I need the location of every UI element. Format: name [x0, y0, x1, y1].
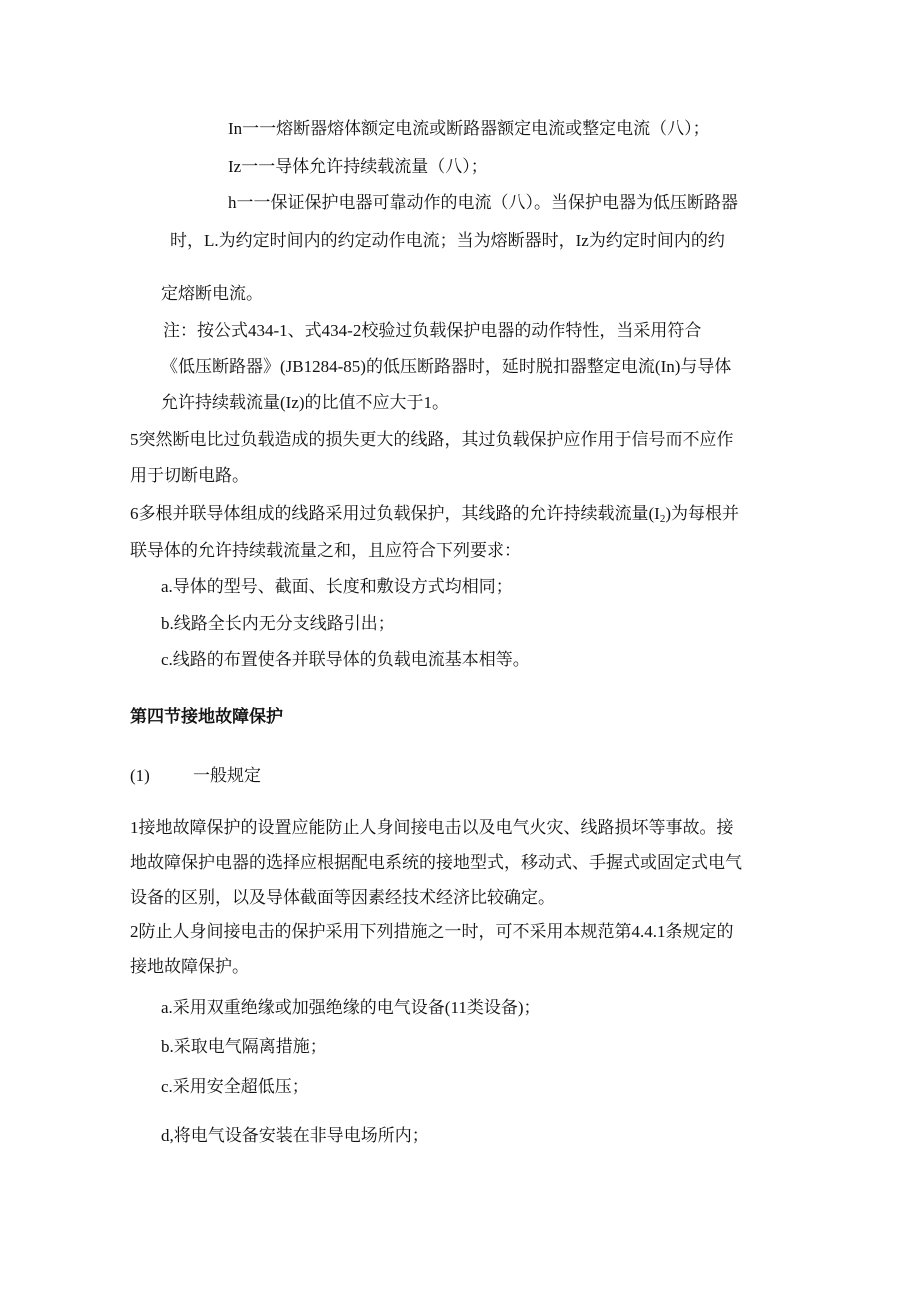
note-line-2: 《低压断路器》(JB1284-85)的低压断路器时，延时脱扣器整定电流(In)与导体 — [161, 357, 732, 376]
requirement-c: c.线路的布置使各并联导体的负载电流基本相等。 — [161, 650, 530, 669]
measure-a: a.采用双重绝缘或加强绝缘的电气设备(11类设备)； — [161, 998, 541, 1017]
clause-2-line-2: 接地故障保护。 — [130, 957, 249, 976]
clause-6-line-1: 6多根并联导体组成的线路采用过负载保护，其线路的允许持续载流量$(I_2)$为每根并 — [130, 504, 739, 525]
clause-5-line-2: 用于切断电路。 — [130, 466, 249, 485]
definition-h-cont: 时，L.为约定时间内的约定动作电流；当为熔断器时，Iz为约定时间内的约 — [170, 231, 725, 250]
requirement-b: b.线路全长内无分支线路引出； — [161, 614, 395, 633]
measure-b: b.采取电气隔离措施； — [161, 1037, 327, 1056]
definition-iz: Iz一一导体允许持续载流量（八）； — [228, 157, 488, 176]
note-line-3: 允许持续载流量(Iz)的比值不应大于1。 — [161, 393, 450, 412]
subsection-title: 一般规定 — [193, 766, 261, 785]
clause-5-line-1: 5突然断电比过负载造成的损失更大的线路，其过负载保护应作用于信号而不应作 — [130, 430, 734, 449]
definition-h-end: 定熔断电流。 — [161, 284, 263, 303]
clause-1-line-1: 1接地故障保护的设置应能防止人身间接电击以及电气火灾、线路损坏等事故。接 — [130, 818, 734, 837]
section-heading: 第四节接地故障保护 — [130, 707, 283, 726]
clause-1-line-2: 地故障保护电器的选择应根据配电系统的接地型式，移动式、手握式或固定式电气 — [130, 853, 742, 872]
definition-h: h一一保证保护电器可靠动作的电流（八）。当保护电器为低压断路器 — [228, 193, 738, 212]
clause-6-line-2: 联导体的允许持续载流量之和，且应符合下列要求： — [130, 541, 521, 560]
clause-1-line-3: 设备的区别，以及导体截面等因素经技术经济比较确定。 — [130, 888, 555, 907]
subsection-number: (1) — [130, 766, 150, 785]
measure-d: d,将电气设备安装在非导电场所内； — [161, 1126, 429, 1145]
definition-in: In一一熔断器熔体额定电流或断路器额定电流或整定电流（八）； — [228, 119, 710, 138]
clause-2-line-1: 2防止人身间接电击的保护采用下列措施之一时，可不采用本规范第4.4.1条规定的 — [130, 922, 734, 941]
measure-c: c.采用安全超低压； — [161, 1077, 309, 1096]
requirement-a: a.导体的型号、截面、长度和敷设方式均相同； — [161, 577, 513, 596]
note-line-1: 注：按公式434-1、式434-2校验过负载保护电器的动作特性，当采用符合 — [163, 321, 702, 340]
